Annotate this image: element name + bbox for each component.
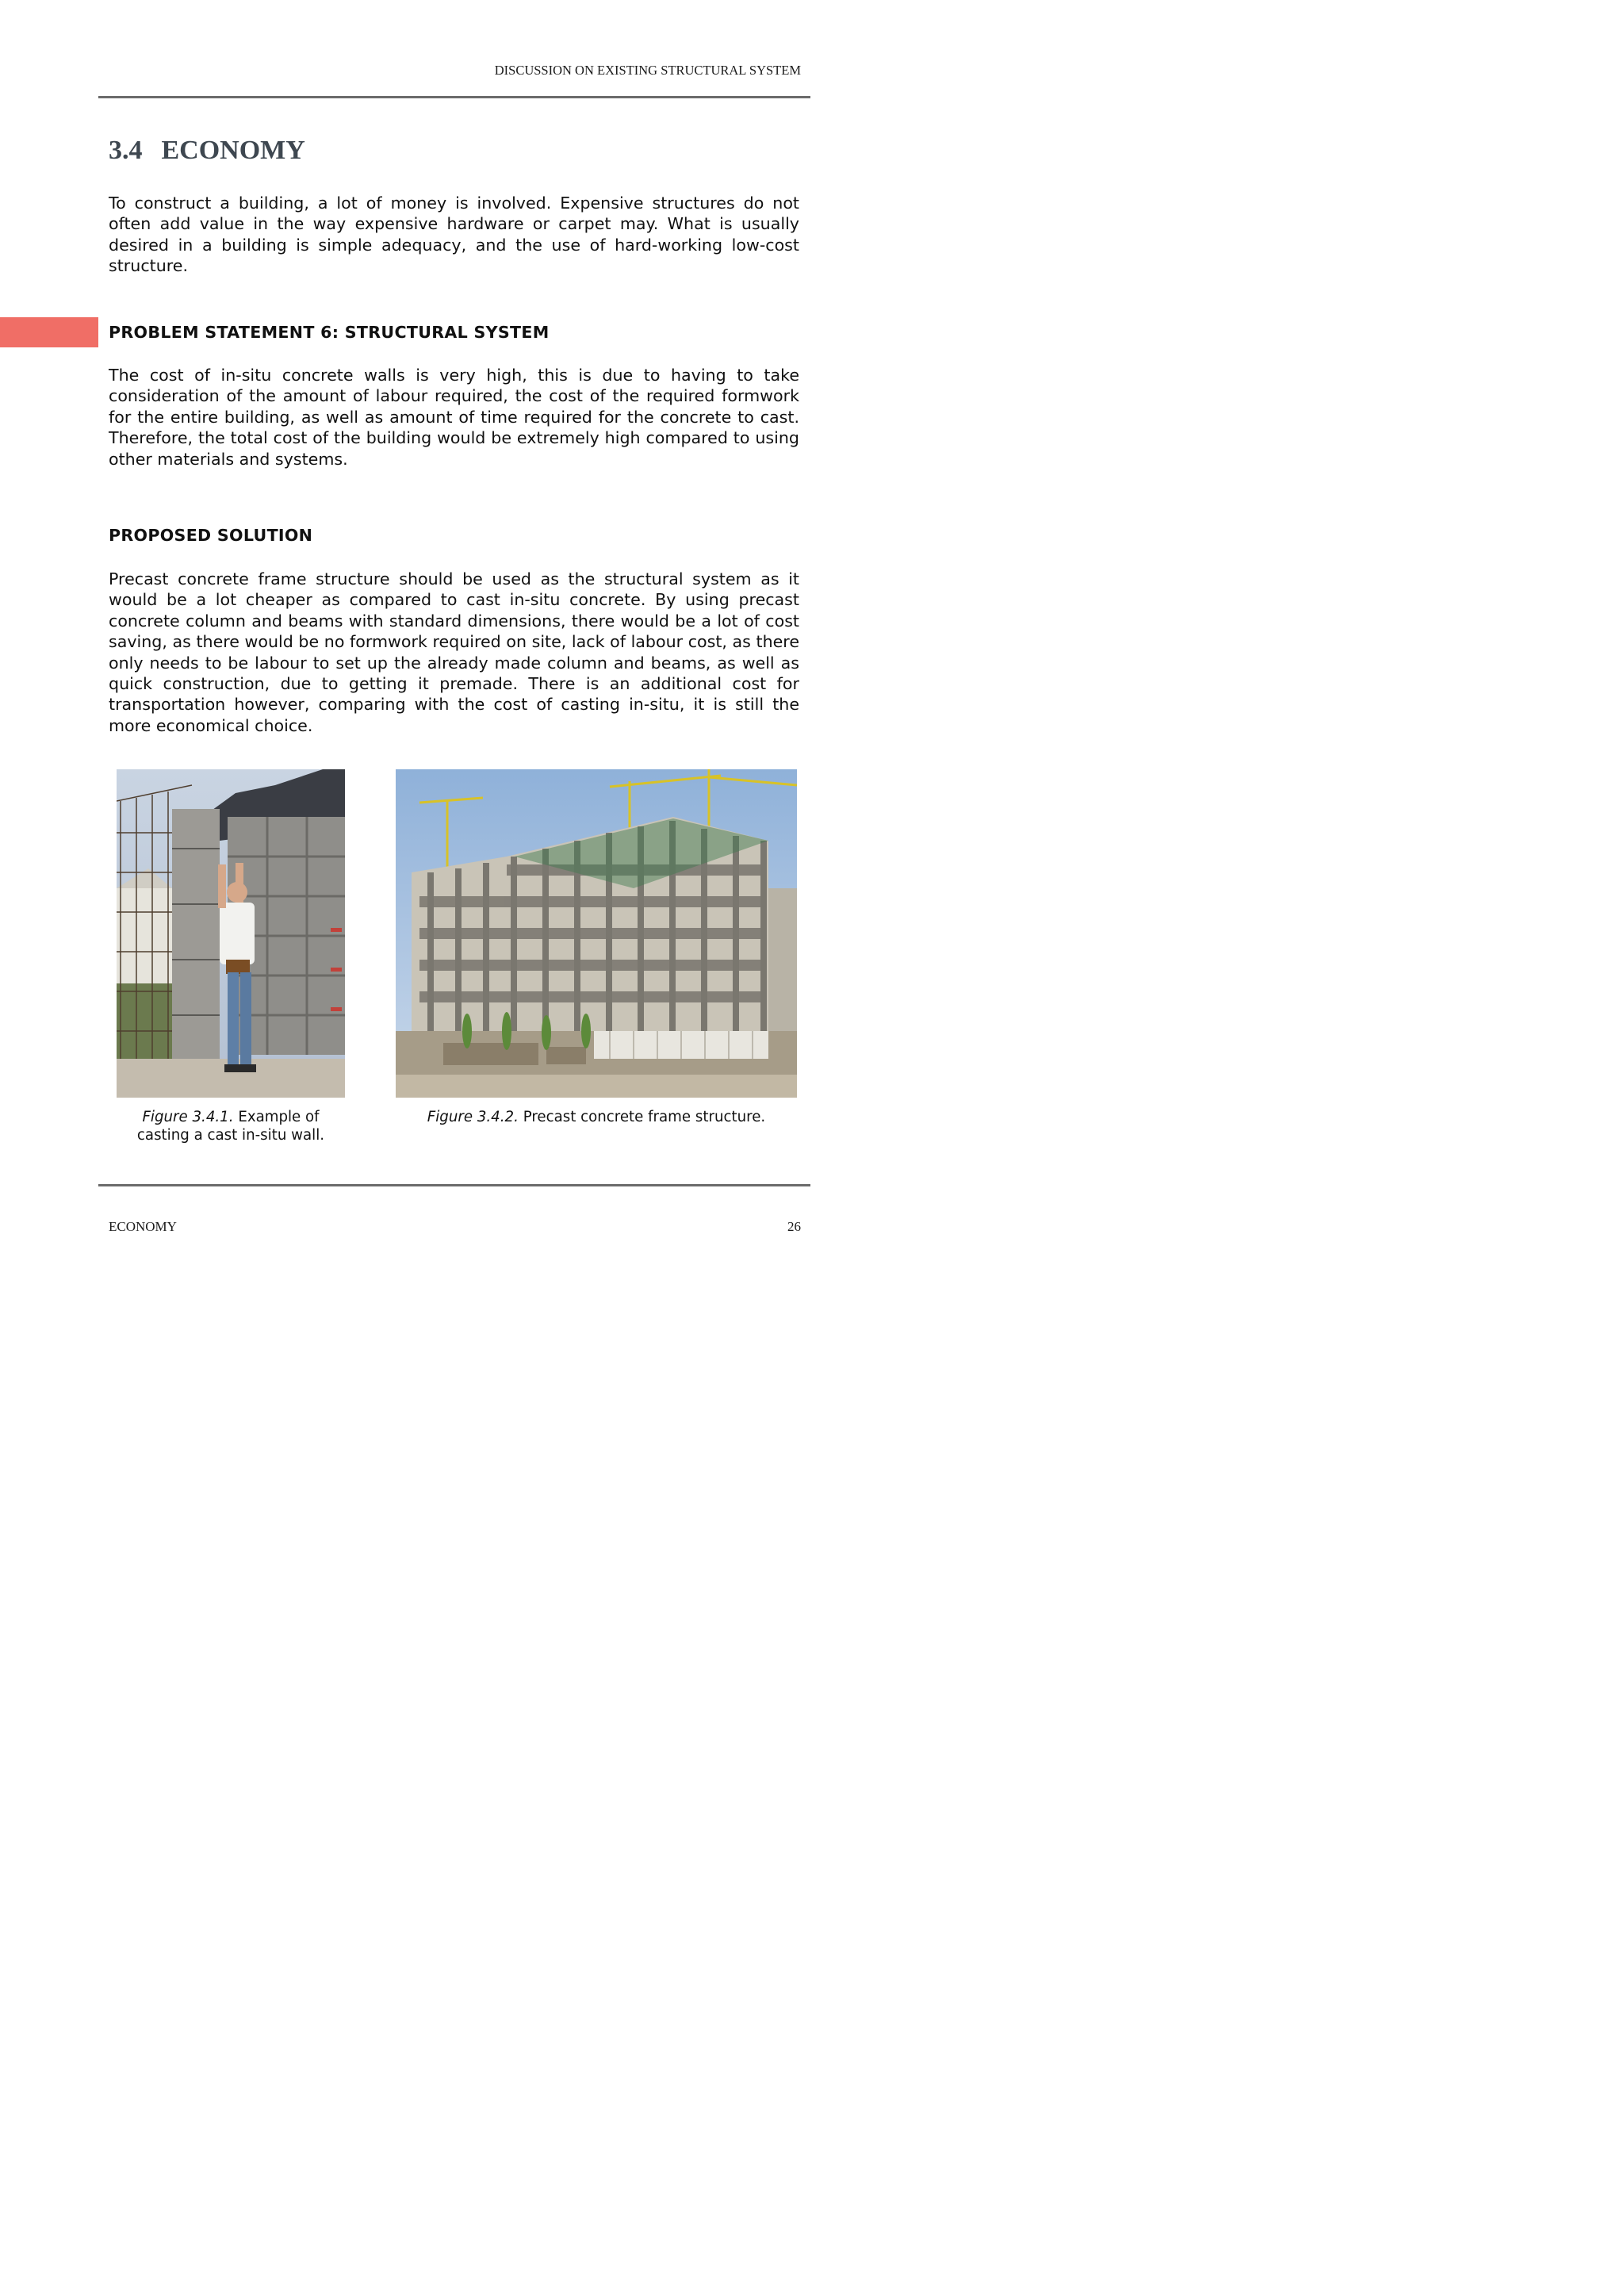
header-rule bbox=[98, 96, 810, 98]
figure-1-caption bbox=[117, 1108, 345, 1144]
running-header: DISCUSSION ON EXISTING STRUCTURAL SYSTEM bbox=[494, 63, 801, 78]
figure-1-label: Figure 3.4.1. bbox=[142, 1109, 234, 1125]
solution-heading: PROPOSED SOLUTION bbox=[109, 526, 313, 545]
figure-1-caption-text: Example of casting a cast in-situ wall. bbox=[136, 1109, 325, 1144]
problem-paragraph: The cost of in-situ concrete walls is very high, this is due to having to take consideration of the amount of labour required, the cost of the required formwork for the entire building, as well as amount of time required for the concrete to cast. Therefore, the total cost of the building would be extremely high compared to using other materials and systems. bbox=[109, 366, 799, 469]
page-number: 26 bbox=[787, 1219, 801, 1234]
footer-section-name: ECONOMY bbox=[109, 1219, 177, 1234]
solution-paragraph: Precast concrete frame structure should be used as the structural system as it would be a lot cheaper as compared to cast in-situ concrete. By using precast concrete column and beams with standard dimensions, there would be a lot of cost saving, as there would be no formwork required on site, lack of labour cost, as there only needs to be labour to set up the already made column and beams, as well as quick construction, due to getting it premade. There is an additional cost for transportation however, comparing with the cost of casting in-situ, it is still the more economical choice. bbox=[109, 569, 799, 735]
section-number: 3.4 bbox=[109, 136, 143, 165]
footer-rule bbox=[98, 1184, 810, 1186]
intro-paragraph: To construct a building, a lot of money is involved. Expensive structures do not often add value in the way expensive hardware or carpet may. What is usually desired in a building is simple adequacy, and the use of hard-working low-cost structure. bbox=[109, 194, 799, 276]
accent-bar bbox=[0, 317, 98, 347]
problem-heading: PROBLEM STATEMENT 6: STRUCTURAL SYSTEM bbox=[109, 323, 550, 342]
figure-cast-in-situ-wall-photo bbox=[117, 769, 345, 1098]
figure-2-label: Figure 3.4.2. bbox=[427, 1109, 519, 1125]
figure-2-caption bbox=[396, 1108, 797, 1126]
section-title-text: ECONOMY bbox=[161, 136, 305, 165]
figure-2-caption-text: Precast concrete frame structure. bbox=[523, 1109, 766, 1125]
figure-precast-frame-photo bbox=[396, 769, 797, 1098]
section-title bbox=[109, 136, 305, 166]
